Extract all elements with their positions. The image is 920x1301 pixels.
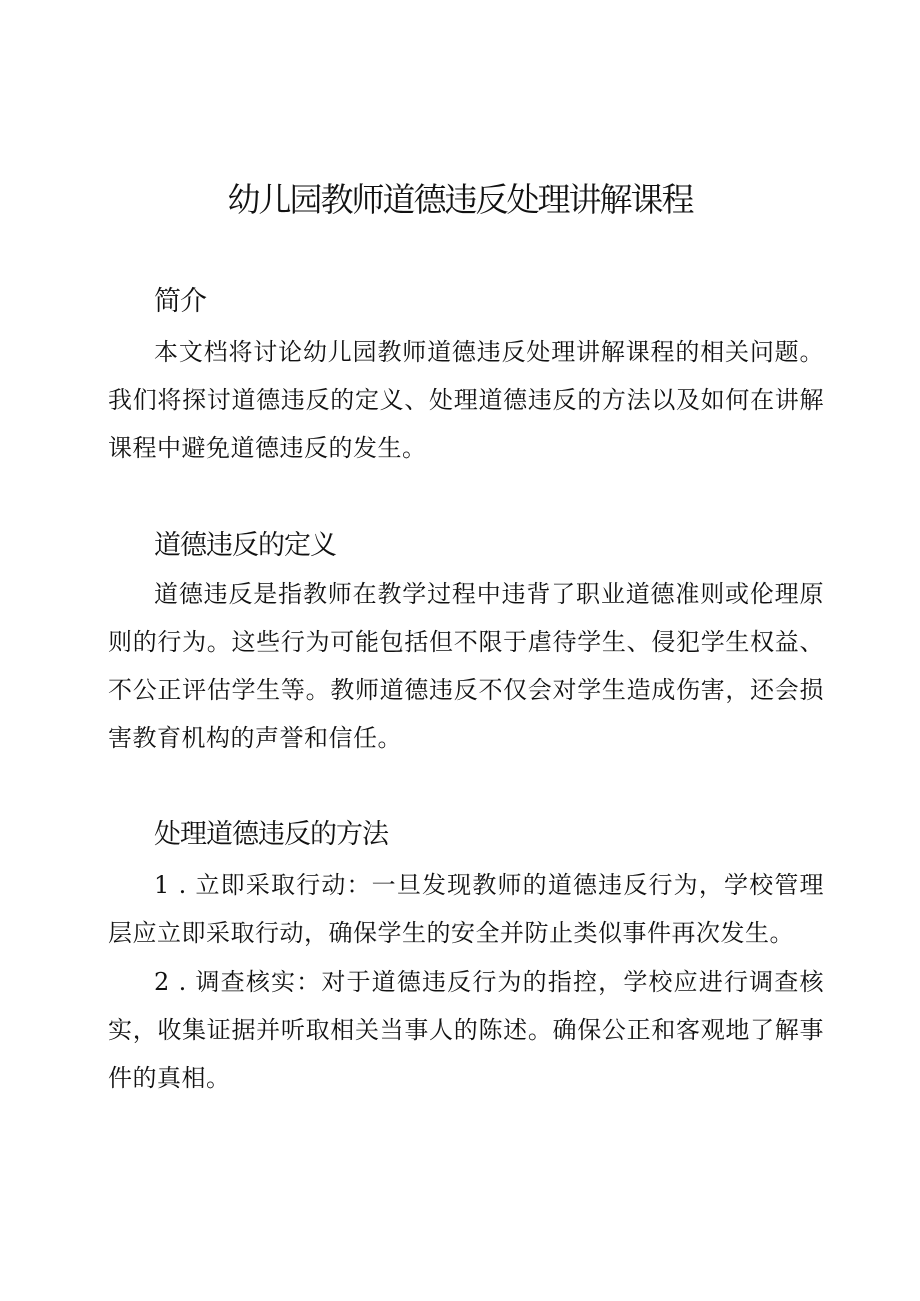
- document-title: 幼儿园教师道德违反处理讲解课程: [227, 180, 693, 219]
- definition-paragraph: 道德违反是指教师在教学过程中违背了职业道德准则或伦理原则的行为。这些行为可能包括但不限于虐待学生、侵犯学生权益、不公正评估学生等。教师道德违反不仅会对学生造成伤害，还会损害教育机构的声誉和信任。: [108, 580, 824, 752]
- method-item-2: 2 . 调查核实：对于道德违反行为的指控，学校应进行调查核实，收集证据并听取相关当事人的陈述。确保公正和客观地了解事件的真相。: [108, 968, 824, 1092]
- section-heading-intro: 简介: [154, 286, 206, 317]
- section-heading-methods: 处理道德违反的方法: [154, 819, 388, 850]
- method-item-1: 1 . 立即采取行动：一旦发现教师的道德违反行为，学校管理层应立即采取行动，确保学生的安全并防止类似事件再次发生。: [108, 871, 824, 947]
- intro-paragraph: 本文档将讨论幼儿园教师道德违反处理讲解课程的相关问题。我们将探讨道德违反的定义、处理道德违反的方法以及如何在讲解课程中避免道德违反的发生。: [108, 338, 824, 462]
- section-heading-definition: 道德违反的定义: [154, 530, 336, 561]
